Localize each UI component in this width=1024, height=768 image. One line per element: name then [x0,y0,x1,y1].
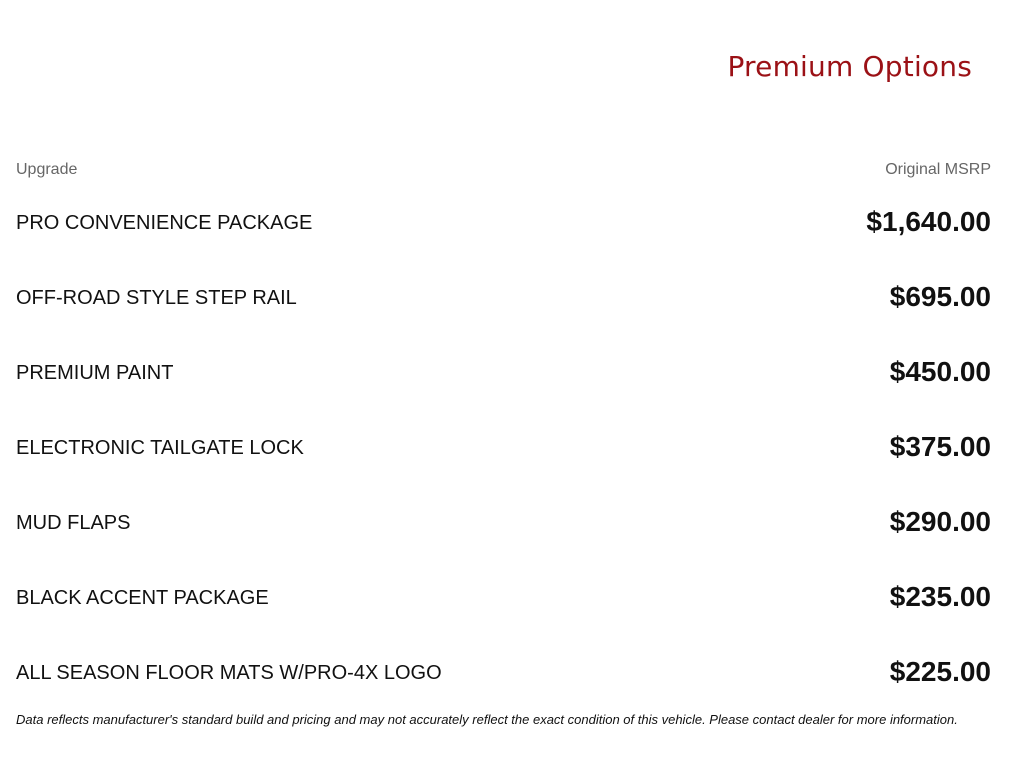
table-header [16,161,991,179]
disclaimer-text: Data reflects manufacturer's standard build and pricing and may not accurately reflect the exact condition of this vehicle. Please contact dealer for more information. [16,712,958,727]
option-row [16,500,991,575]
option-price: $225.00 [889,656,991,687]
option-name: ELECTRONIC TAILGATE LOCK [16,437,304,459]
option-name: OFF-ROAD STYLE STEP RAIL [16,287,297,309]
option-row [16,425,991,500]
option-price: $235.00 [889,581,991,612]
page-title: Premium Options [727,50,972,83]
option-price: $375.00 [889,431,991,462]
option-name: ALL SEASON FLOOR MATS W/PRO-4X LOGO [16,662,442,684]
option-row [16,350,991,425]
msrp-column-header: Original MSRP [885,161,991,178]
option-name: MUD FLAPS [16,512,131,534]
option-row [16,575,991,650]
option-row [16,275,991,350]
option-price: $290.00 [889,506,991,537]
option-price: $450.00 [889,356,991,387]
upgrade-column-header: Upgrade [16,161,78,178]
option-price: $1,640.00 [866,206,991,237]
options-list [16,200,991,725]
option-name: BLACK ACCENT PACKAGE [16,587,269,609]
option-row [16,200,991,275]
option-name: PRO CONVENIENCE PACKAGE [16,212,313,234]
option-price: $695.00 [889,281,991,312]
option-name: PREMIUM PAINT [16,362,174,384]
